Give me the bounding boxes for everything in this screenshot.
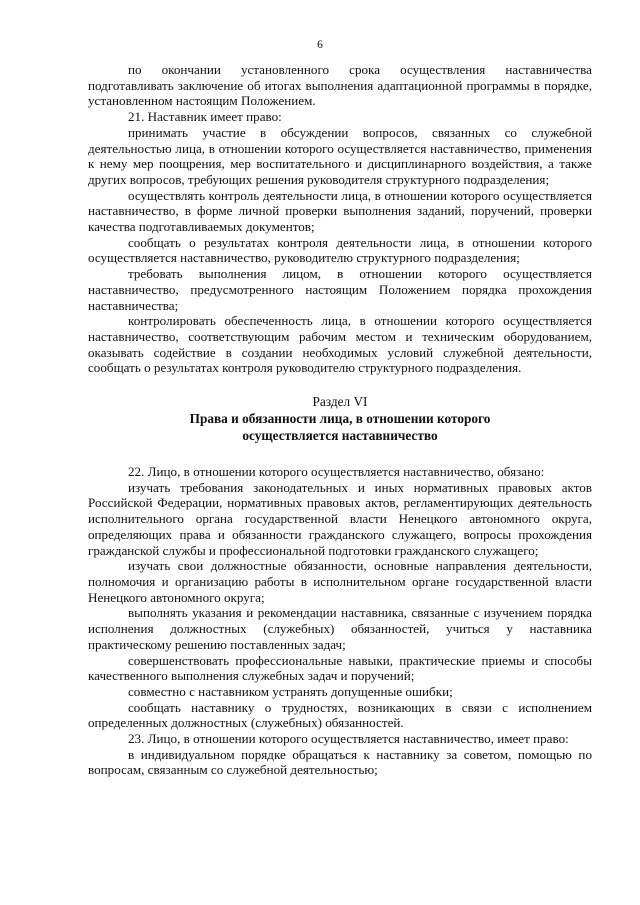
- paragraph: изучать свои должностные обязанности, основные направления деятельности, полномочия и организацию работы в исполнительном органе государственной власти Ненецкого автономного округа;: [88, 558, 592, 605]
- paragraph: осуществлять контроль деятельности лица, в отношении которого осуществляется наставничество, в форме личной проверки выполнения заданий, поручений, проверки качества подготавливаемых документов;: [88, 187, 592, 235]
- paragraph: изучать требования законодательных и иных нормативных правовых актов Российской Федерации, нормативных правовых актов, регламентирующих деятельность исполнительного органа государственной власти Ненецкого автономного округа, определяющих права и обязанности гражданского служащего, вопросы прохождения гражданской службы и профессиональной подготовки гражданского служащего;: [88, 479, 592, 558]
- paragraph: сообщать о результатах контроля деятельности лица, в отношении которого осуществляется наставничество, руководителю структурного подразделения;: [88, 234, 592, 266]
- page-number: 6: [317, 39, 323, 51]
- document-body: [88, 62, 592, 778]
- section-label: Раздел VI: [312, 394, 368, 410]
- paragraph: выполнять указания и рекомендации наставника, связанные с изучением порядка исполнения должностных (служебных) обязанностей, учиться у наставника практическому решению поставленных задач;: [88, 605, 592, 652]
- paragraph: 23. Лицо, в отношении которого осуществляется наставничество, имеет право:: [128, 731, 569, 747]
- section-title-line-1: Права и обязанности лица, в отношении которого: [189, 411, 491, 427]
- paragraph: 21. Наставник имеет право:: [128, 109, 282, 125]
- paragraph: совместно с наставником устранять допущенные ошибки;: [128, 683, 453, 699]
- paragraph: 22. Лицо, в отношении которого осуществляется наставничество, обязано:: [128, 464, 545, 480]
- paragraph: принимать участие в обсуждении вопросов, связанных со служебной деятельностью лица, в отношении которого осуществляется наставничество, применения к нему мер поощрения, мер воспитательного и дисциплинарного воздействия, а также других вопросов, требующих решения руководителя структурного подразделения;: [88, 124, 592, 187]
- paragraph: совершенствовать профессиональные навыки, практические приемы и способы качественного выполнения служебных задач и поручений;: [88, 652, 592, 684]
- section-heading: [88, 393, 592, 444]
- paragraph: требовать выполнения лицом, в отношении которого осуществляется наставничество, предусмотренного настоящим Положением порядка прохождения наставничества;: [88, 266, 592, 313]
- paragraph: по окончании установленного срока осуществления наставничества подготавливать заключение об итогах выполнения адаптационной программы в порядке, установленном настоящим Положением.: [88, 62, 592, 109]
- paragraph: сообщать наставнику о трудностях, возникающих в связи с исполнением определенных должностных (служебных) обязанностей.: [88, 699, 592, 731]
- paragraph: контролировать обеспеченность лица, в отношении которого осуществляется наставничество, соответствующим рабочим местом и техническим оборудованием, оказывать содействие в создании необходимых условий служебной деятельности, сообщать о результатах контроля руководителю структурного подразделения.: [88, 313, 592, 376]
- paragraph: в индивидуальном порядке обращаться к наставнику за советом, помощью по вопросам, связанным со служебной деятельностью;: [88, 746, 592, 778]
- section-title-line-2: осуществляется наставничество: [242, 428, 438, 444]
